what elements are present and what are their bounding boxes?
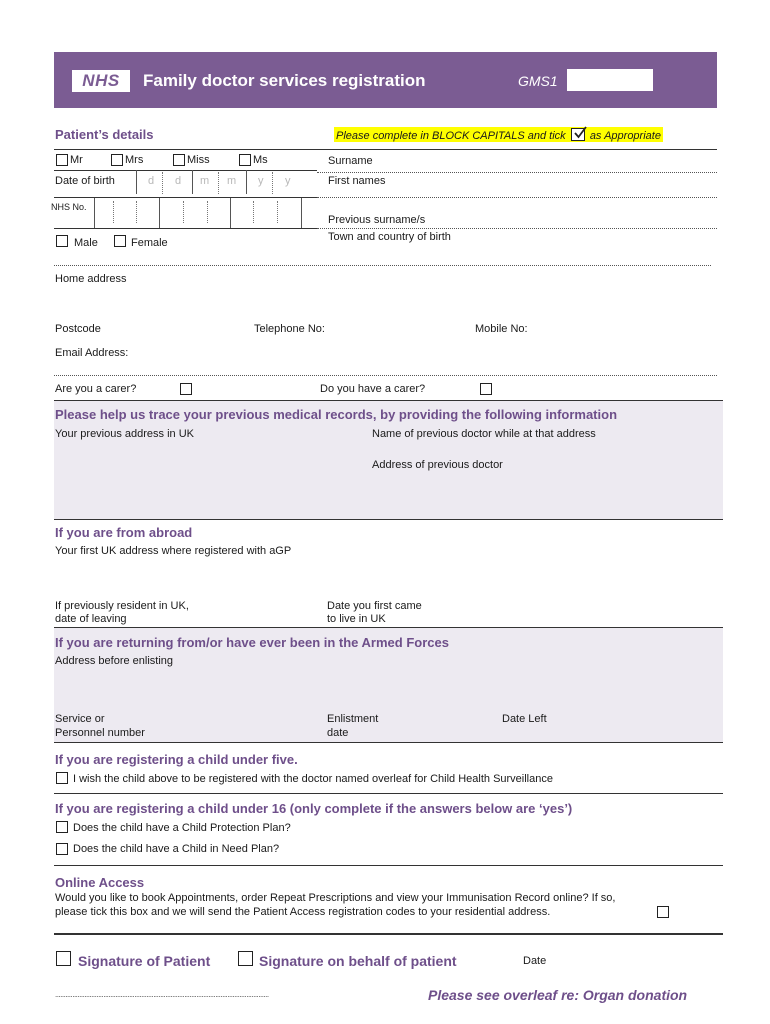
online-access-text-2: please tick this box and we will send the Patient Access registration codes to your residential address. xyxy=(55,906,551,918)
divider xyxy=(54,228,317,229)
form-code-field[interactable] xyxy=(567,69,653,91)
nhs-separator xyxy=(136,201,137,223)
previous-address-label: Your previous address in UK xyxy=(55,428,195,440)
dob-separator xyxy=(272,172,273,194)
carer-question: Are you a carer? xyxy=(55,383,137,395)
dob-separator xyxy=(246,170,247,194)
dob-day-1[interactable]: d xyxy=(148,175,155,187)
patient-details-title: Patient’s details xyxy=(55,127,154,142)
dob-separator xyxy=(218,172,219,194)
nhs-separator xyxy=(230,198,231,228)
organ-donation-note: Please see overleaf re: Organ donation xyxy=(428,987,688,1003)
enlistment-date-label-1: Enlistment xyxy=(327,713,379,725)
dob-month-2[interactable]: m xyxy=(227,175,237,187)
form-title: Family doctor services registration xyxy=(143,71,426,90)
first-came-label-1: Date you first came xyxy=(327,600,422,612)
nhs-separator xyxy=(253,201,254,223)
divider xyxy=(317,228,717,229)
divider xyxy=(54,170,317,171)
service-number-label-1: Service or xyxy=(55,713,105,725)
nhs-separator xyxy=(113,201,114,223)
nhs-number-field[interactable] xyxy=(94,198,311,228)
form-code: GMS1 xyxy=(518,73,558,89)
child-in-need-checkbox[interactable] xyxy=(56,843,68,855)
date-left-label: Date Left xyxy=(502,713,547,725)
dob-separator xyxy=(192,170,193,194)
note-text: Please complete in BLOCK CAPITALS and tick xyxy=(336,130,566,142)
title-ms-label: Ms xyxy=(253,154,268,166)
child-in-need-label: Does the child have a Child in Need Plan? xyxy=(73,843,280,855)
service-number-label-2: Personnel number xyxy=(55,727,145,739)
title-miss-checkbox[interactable] xyxy=(173,154,185,166)
title-mrs-checkbox[interactable] xyxy=(111,154,123,166)
dob-separator xyxy=(162,172,163,194)
signature-patient-label: Signature of Patient xyxy=(78,953,211,969)
previous-surname-label: Previous surname/s xyxy=(328,214,426,226)
title-miss-label: Miss xyxy=(187,154,210,166)
nhs-separator xyxy=(207,201,208,223)
divider xyxy=(54,149,717,150)
previous-doctor-address-label: Address of previous doctor xyxy=(372,459,503,471)
address-before-enlisting-label: Address before enlisting xyxy=(55,655,174,667)
child-surveillance-label: I wish the child above to be registered with the doctor named overleaf for Child Health Surveillance xyxy=(73,773,553,785)
dob-year-2[interactable]: y xyxy=(285,175,291,187)
signature-behalf-checkbox[interactable] xyxy=(238,951,253,966)
birth-town-label: Town and country of birth xyxy=(328,231,451,243)
dob-year-1[interactable]: y xyxy=(258,175,264,187)
resident-label-1: If previously resident in UK, xyxy=(55,600,189,612)
protection-plan-checkbox[interactable] xyxy=(56,821,68,833)
nhs-logo: NHS xyxy=(72,70,130,92)
divider xyxy=(54,793,723,794)
divider xyxy=(54,375,717,376)
online-access-text-1: Would you like to book Appointments, order Repeat Prescriptions and view your Immunisation Record online? If so, xyxy=(55,892,616,904)
note-text-end: as Appropriate xyxy=(589,130,661,142)
gender-female-label: Female xyxy=(131,237,168,249)
title-mr-label: Mr xyxy=(70,154,83,166)
divider xyxy=(317,172,717,173)
block-capitals-note xyxy=(334,127,663,142)
gender-male-label: Male xyxy=(74,237,98,249)
dob-month-1[interactable]: m xyxy=(200,175,210,187)
armed-forces-title: If you are returning from/or have ever been in the Armed Forces xyxy=(55,635,449,650)
child-under-16-title: If you are registering a child under 16 (only complete if the answers below are ‘yes’) xyxy=(55,801,573,816)
nhs-separator xyxy=(301,198,302,228)
gender-female-checkbox[interactable] xyxy=(114,235,126,247)
child-surveillance-checkbox[interactable] xyxy=(56,772,68,784)
nhs-separator xyxy=(94,198,95,228)
first-came-label-2: to live in UK xyxy=(327,613,386,625)
child-under-five-title: If you are registering a child under five. xyxy=(55,752,298,767)
surname-label: Surname xyxy=(328,155,373,167)
nhs-separator xyxy=(277,201,278,223)
gender-male-checkbox[interactable] xyxy=(56,235,68,247)
divider xyxy=(54,265,711,266)
previous-doctor-label: Name of previous doctor while at that address xyxy=(372,428,596,440)
enlistment-date-label-2: date xyxy=(327,727,349,739)
first-names-label: First names xyxy=(328,175,386,187)
date-label: Date xyxy=(523,955,547,967)
title-ms-checkbox[interactable] xyxy=(239,154,251,166)
first-uk-address-label: Your first UK address where registered with aGP xyxy=(55,545,292,557)
postcode-label: Postcode xyxy=(55,323,101,335)
email-label: Email Address: xyxy=(55,347,129,359)
signature-patient-checkbox[interactable] xyxy=(56,951,71,966)
tick-example-icon xyxy=(571,128,585,141)
carer-checkbox[interactable] xyxy=(180,383,192,395)
mobile-label: Mobile No: xyxy=(475,323,528,335)
divider xyxy=(54,865,723,866)
title-mr-checkbox[interactable] xyxy=(56,154,68,166)
signature-line[interactable]: ............................................................................................................................ xyxy=(55,990,269,999)
nhs-separator xyxy=(159,198,160,228)
have-carer-question: Do you have a carer? xyxy=(320,383,426,395)
abroad-title: If you are from abroad xyxy=(55,525,193,540)
have-carer-checkbox[interactable] xyxy=(480,383,492,395)
dob-label: Date of birth xyxy=(55,175,115,187)
previous-records-title: Please help us trace your previous medical records, by providing the following information xyxy=(55,407,618,422)
nhs-number-label: NHS No. xyxy=(51,202,87,212)
divider xyxy=(54,519,723,520)
online-access-checkbox[interactable] xyxy=(657,906,669,918)
online-access-title: Online Access xyxy=(55,875,145,890)
divider xyxy=(54,933,723,935)
title-mrs-label: Mrs xyxy=(125,154,144,166)
divider xyxy=(54,742,723,743)
telephone-label: Telephone No: xyxy=(254,323,325,335)
dob-day-2[interactable]: d xyxy=(175,175,182,187)
resident-label-2: date of leaving xyxy=(55,613,127,625)
dob-separator xyxy=(136,170,137,194)
home-address-label: Home address xyxy=(55,273,127,285)
signature-behalf-label: Signature on behalf of patient xyxy=(259,953,457,969)
divider xyxy=(317,197,717,198)
nhs-separator xyxy=(183,201,184,223)
protection-plan-label: Does the child have a Child Protection Plan? xyxy=(73,822,291,834)
